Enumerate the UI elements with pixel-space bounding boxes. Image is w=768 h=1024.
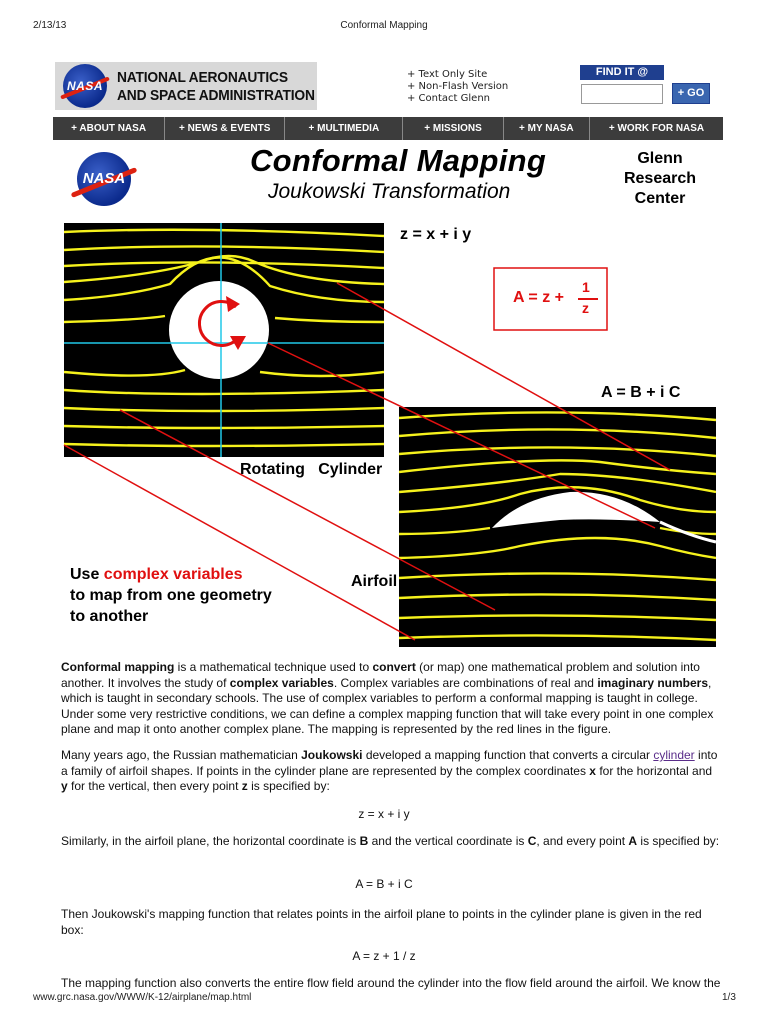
go-button[interactable]: + GO (672, 83, 710, 104)
cylinder-link[interactable]: cylinder (653, 748, 695, 762)
non-flash-link[interactable]: + Non-Flash Version (407, 81, 509, 92)
agency-name: NATIONAL AERONAUTICS AND SPACE ADMINISTRATION (117, 69, 315, 104)
print-page-number: 1/3 (722, 992, 736, 1003)
equation-mapping: A = z + 1 / z (352, 949, 416, 963)
intro-paragraph: Conformal mapping is a mathematical technique used to convert (or map) one mathematical problem and solution into another. It involves the study of complex variables. Complex variables are combinations of real and imaginary numbers, which is taught in secondary schools. The use of complex variables to perform a conformal mapping is taught in college. Under some very restrictive conditions, we can define a complex mapping function that will take every point in one complex plane and map it onto another complex plane. The mapping is represented by the red lines in the figure. (61, 660, 714, 736)
nav-my-nasa[interactable]: + MY NASA (504, 117, 590, 140)
figure-title: Conformal Mapping (250, 143, 547, 178)
text-only-link[interactable]: + Text Only Site (407, 69, 488, 80)
mapping-eq-numerator: 1 (582, 279, 590, 295)
mapping-function-paragraph: Then Joukowski's mapping function that relates points in the airfoil plane to points in the cylinder plane is given in the red box: (61, 907, 702, 937)
nav-news-events[interactable]: + NEWS & EVENTS (165, 117, 285, 140)
z-equation-label: z = x + i y (400, 226, 472, 243)
airfoil-plane-paragraph: Similarly, in the airfoil plane, the horizontal coordinate is B and the vertical coordinate is C, and every point A is specified by: (61, 834, 720, 848)
nav-missions[interactable]: + MISSIONS (403, 117, 503, 140)
find-it-label: FIND IT @ (580, 65, 664, 80)
nav-work-for-nasa[interactable]: + WORK FOR NASA (608, 123, 705, 134)
mapping-eq-lhs: A = z + (513, 289, 564, 306)
flow-field-paragraph: The mapping function also converts the entire flow field around the cylinder into the flow field around the airfoil. We know the (61, 976, 721, 990)
nav-about-nasa[interactable]: + ABOUT NASA (53, 117, 165, 140)
nasa-logo-icon[interactable]: NASA (63, 64, 107, 108)
print-date: 2/13/13 (33, 20, 67, 31)
use-complex-variables-caption: Use complex variables to map from one geometry to another (70, 566, 272, 625)
a-equation-label: A = B + i C (601, 384, 681, 401)
print-title: Conformal Mapping (340, 20, 428, 31)
joukowski-paragraph: Many years ago, the Russian mathematician Joukowski developed a mapping function that converts a circular cylinder into a family of airfoil shapes. If points in the cylinder plane are represented by the complex coordinates x for the horizontal and y for the vertical, then every point z is specified by: (61, 748, 718, 793)
glenn-research-center: Glenn Research Center (623, 150, 697, 207)
figure-nasa-logo-icon: NASA (71, 152, 137, 208)
contact-glenn-link[interactable]: + Contact Glenn (407, 93, 490, 104)
equation-z: z = x + i y (358, 807, 410, 821)
nav-multimedia[interactable]: + MULTIMEDIA (285, 117, 403, 140)
cylinder-shape (169, 281, 269, 379)
airfoil-label: Airfoil (351, 573, 398, 590)
figure-subtitle: Joukowski Transformation (268, 180, 511, 203)
rotating-cylinder-label: Rotating Cylinder (240, 461, 383, 478)
equation-a: A = B + i C (355, 877, 413, 891)
mapping-eq-denominator: z (582, 300, 589, 316)
print-url: www.grc.nasa.gov/WWW/K-12/airplane/map.html (33, 992, 252, 1003)
